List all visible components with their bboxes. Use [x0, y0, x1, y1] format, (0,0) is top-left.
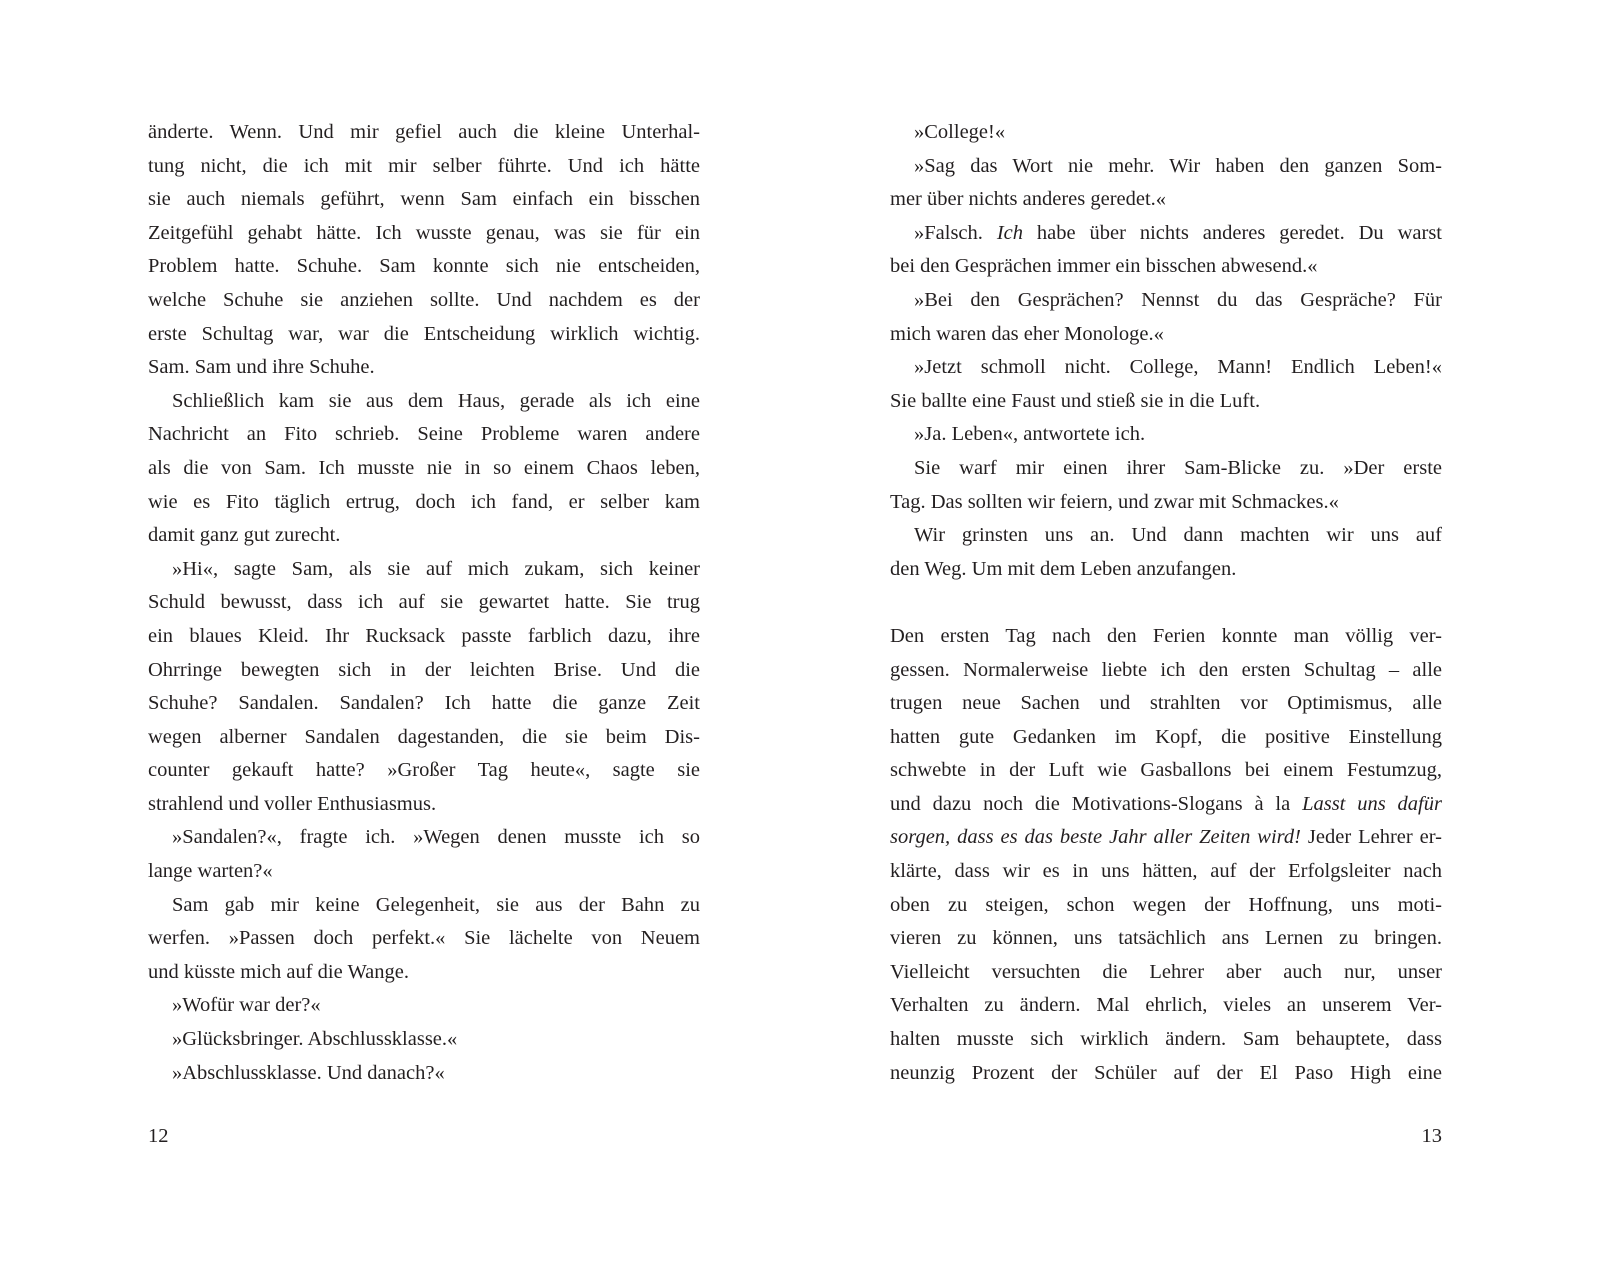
text-line: Problem hatte. Schuhe. Sam konnte sich nie entscheiden,: [148, 255, 700, 278]
text-line: als die von Sam. Ich musste nie in so einem Chaos leben,: [148, 456, 700, 479]
text-line: Schuhe? Sandalen. Sandalen? Ich hatte die ganze Zeit: [148, 692, 700, 715]
text-line: und küsste mich auf die Wange.: [148, 960, 409, 983]
text-line: Tag. Das sollten wir feiern, und zwar mit Schmackes.«: [890, 490, 1339, 513]
text-line: vieren zu können, uns tatsächlich ans Lernen zu bringen.: [890, 927, 1442, 950]
section-break: [890, 586, 1442, 620]
text-line: »Bei den Gesprächen? Nennst du das Gespräche? Für: [914, 288, 1442, 311]
italic-text-segment: Lasst uns dafür: [1302, 792, 1442, 815]
text-line: ein blaues Kleid. Ihr Rucksack passte farblich dazu, ihre: [148, 624, 700, 647]
text-line: erste Schultag war, war die Entscheidung wirklich wichtig.: [148, 322, 700, 345]
text-segment: habe über nichts anderes geredet. Du warst: [1023, 221, 1442, 244]
text-line: lange warten?«: [148, 860, 273, 883]
text-line: [890, 821, 1442, 855]
text-line: sie auch niemals geführt, wenn Sam einfach ein bisschen: [148, 188, 700, 211]
text-line: »Ja. Leben«, antwortete ich.: [914, 423, 1146, 446]
text-line: [890, 788, 1442, 822]
text-line: mer über nichts anderes geredet.«: [890, 188, 1167, 211]
text-line: gessen. Normalerweise liebte ich den ersten Schultag – alle: [890, 658, 1442, 681]
text-line: Sam gab mir keine Gelegenheit, sie aus der Bahn zu: [172, 893, 700, 916]
text-line: änderte. Wenn. Und mir gefiel auch die kleine Unterhal-: [148, 121, 700, 143]
text-line: Vielleicht versuchten die Lehrer aber auch nur, unser: [890, 960, 1442, 983]
italic-text-segment: sorgen, dass es das beste Jahr aller Zeiten wird!: [890, 826, 1301, 849]
text-line: »Sandalen?«, fragte ich. »Wegen denen musste ich so: [172, 826, 700, 849]
text-line: mich waren das eher Monologe.«: [890, 322, 1164, 345]
text-line: trugen neue Sachen und strahlten vor Optimismus, alle: [890, 692, 1442, 715]
text-line: »Abschlussklasse. Und danach?«: [172, 1061, 445, 1084]
text-line: welche Schuhe sie anziehen sollte. Und nachdem es der: [148, 288, 700, 311]
text-segment: und dazu noch die Motivations-Slogans à la: [890, 792, 1303, 815]
text-line: Sie warf mir einen ihrer Sam-Blicke zu. »Der erste: [914, 456, 1442, 479]
text-line: »Hi«, sagte Sam, als sie auf mich zukam, sich keiner: [172, 557, 700, 580]
text-line: damit ganz gut zurecht.: [148, 524, 341, 547]
text-line: tung nicht, die ich mit mir selber führte. Und ich hätte: [148, 154, 700, 177]
text-line: oben zu steigen, schon wegen der Hoffnung, uns moti-: [890, 893, 1442, 916]
right-page-text: [890, 116, 1442, 1090]
text-line: Schließlich kam sie aus dem Haus, gerade als ich eine: [172, 389, 700, 412]
text-line: klärte, dass wir es in uns hätten, auf der Erfolgsleiter nach: [890, 860, 1442, 883]
text-segment: »Falsch.: [914, 221, 997, 244]
text-line: Wir grinsten uns an. Und dann machten wir uns auf: [914, 524, 1442, 547]
text-line: counter gekauft hatte? »Großer Tag heute«, sagte sie: [148, 759, 700, 782]
text-line: werfen. »Passen doch perfekt.« Sie lächelte von Neuem: [148, 927, 700, 950]
text-line: »Sag das Wort nie mehr. Wir haben den ganzen Som-: [914, 154, 1442, 177]
text-line: »Jetzt schmoll nicht. College, Mann! Endlich Leben!«: [914, 356, 1442, 379]
text-line: [890, 217, 1442, 251]
text-line: Sam. Sam und ihre Schuhe.: [148, 356, 375, 379]
text-line: »Wofür war der?«: [172, 994, 321, 1017]
text-line: Den ersten Tag nach den Ferien konnte man völlig ver-: [890, 624, 1442, 647]
italic-text-segment: Ich: [996, 221, 1023, 244]
text-line: hatten gute Gedanken im Kopf, die positive Einstellung: [890, 725, 1442, 748]
text-line: Schuld bewusst, dass ich auf sie gewartet hatte. Sie trug: [148, 591, 700, 614]
text-line: bei den Gesprächen immer ein bisschen abwesend.«: [890, 255, 1318, 278]
page-number-left: 12: [148, 1125, 169, 1147]
text-line: neunzig Prozent der Schüler auf der El Paso High eine: [890, 1061, 1442, 1084]
text-line: Sie ballte eine Faust und stieß sie in die Luft.: [890, 389, 1261, 412]
text-line: Verhalten zu ändern. Mal ehrlich, vieles an unserem Ver-: [890, 994, 1442, 1017]
text-segment: Jeder Lehrer er-: [1300, 826, 1443, 849]
text-line: »College!«: [914, 121, 1006, 143]
text-line: »Glücksbringer. Abschlussklasse.«: [172, 1028, 458, 1051]
text-line: schwebte in der Luft wie Gasballons bei einem Festumzug,: [890, 759, 1442, 782]
text-line: halten musste sich wirklich ändern. Sam behauptete, dass: [890, 1028, 1442, 1051]
text-line: wie es Fito täglich ertrug, doch ich fand, er selber kam: [148, 490, 700, 513]
text-line: Nachricht an Fito schrieb. Seine Probleme waren andere: [148, 423, 700, 446]
text-line: strahlend und voller Enthusiasmus.: [148, 792, 437, 815]
text-line: Ohrringe bewegten sich in der leichten Brise. Und die: [148, 658, 700, 681]
page-number-right: 13: [1421, 1125, 1442, 1147]
text-line: wegen alberner Sandalen dagestanden, die sie beim Dis-: [148, 725, 700, 748]
text-line: Zeitgefühl gehabt hätte. Ich wusste genau, was sie für ein: [148, 221, 700, 244]
left-page-text: [148, 116, 700, 1090]
text-line: den Weg. Um mit dem Leben anzufangen.: [890, 557, 1237, 580]
